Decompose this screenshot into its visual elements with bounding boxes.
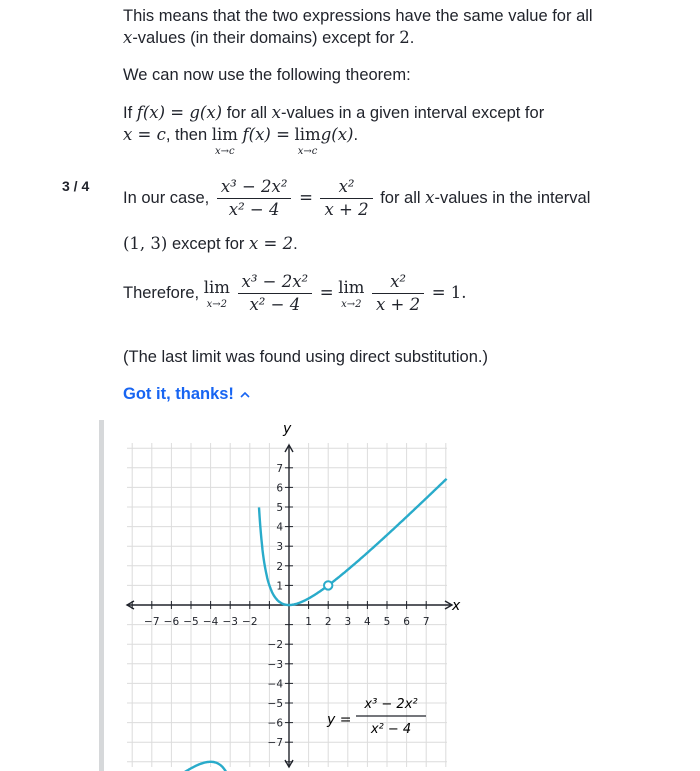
curve-right-branch	[259, 479, 447, 605]
y-tick-label: −5	[267, 698, 283, 710]
y-tick-label: 7	[276, 462, 283, 475]
our-case-line-2: (1, 3) except for x = 2.	[123, 234, 298, 253]
x-axis-label: x	[452, 598, 461, 614]
x-tick-label: 4	[364, 616, 371, 628]
our-case: In our case, $\frac{\text{x³ − 2x²}}{\text{x² − 4}}$ = $\frac{\text{x²}}{x + 2}$ for all x-values in the interval	[123, 177, 591, 219]
y-tick-label: 1	[276, 580, 283, 593]
y-tick-label: 3	[276, 541, 283, 554]
curve-left-branch	[172, 762, 232, 771]
x-tick-label: −7	[144, 616, 160, 628]
y-tick-label: 5	[276, 502, 283, 514]
x-tick-label: −5	[183, 616, 199, 628]
y-axis-label: y	[283, 421, 292, 437]
y-tick-label: −6	[267, 717, 283, 730]
x-tick-label: −2	[242, 616, 258, 628]
step-counter: 3 / 4	[62, 178, 90, 194]
x-tick-label: 1	[305, 616, 312, 628]
y-tick-label: −2	[267, 639, 283, 652]
equation-lhs: y =	[327, 712, 352, 728]
x-tick-label: −4	[202, 616, 219, 628]
y-tick-label: −4	[267, 678, 283, 691]
x-tick-label: 2	[324, 616, 332, 628]
y-tick-label: −3	[267, 658, 283, 671]
got-it-button[interactable]: Got it, thanks!	[123, 383, 251, 405]
y-tick-label: −7	[267, 737, 283, 750]
x-tick-label: −6	[163, 616, 180, 628]
y-tick-label: 2	[276, 560, 283, 573]
paragraph-2: We can now use the following theorem:	[123, 66, 411, 84]
note: (The last limit was found using direct substitution.)	[123, 348, 488, 366]
theorem: If f(x) = g(x) for all x-values in a given interval except for x = c, then lim x→c f(x) = lim x→c g(x).	[123, 103, 545, 157]
hole-point	[324, 581, 332, 589]
x-tick-label: −3	[222, 616, 238, 628]
equation-denominator: x² − 4	[370, 722, 412, 737]
y-tick-label: 4	[276, 521, 283, 534]
x-tick-label: 3	[344, 616, 352, 628]
equation-numerator: x³ − 2x²	[364, 697, 418, 712]
x-tick-label: 5	[383, 616, 391, 628]
therefore-line: Therefore, lim x→2 $\frac{\text{x³ − 2x²}}{\text{x² − 4}}$ = lim x→2 $\frac{\text{x²}}{x + 2}$ = 1.	[123, 272, 467, 314]
x-tick-label: 6	[403, 616, 410, 628]
y-tick-label: 6	[276, 482, 283, 495]
paragraph-1: This means that the two expressions have the same value for all x-values (in their domains) except for 2.	[123, 7, 593, 47]
x-tick-label: 7	[422, 616, 430, 628]
